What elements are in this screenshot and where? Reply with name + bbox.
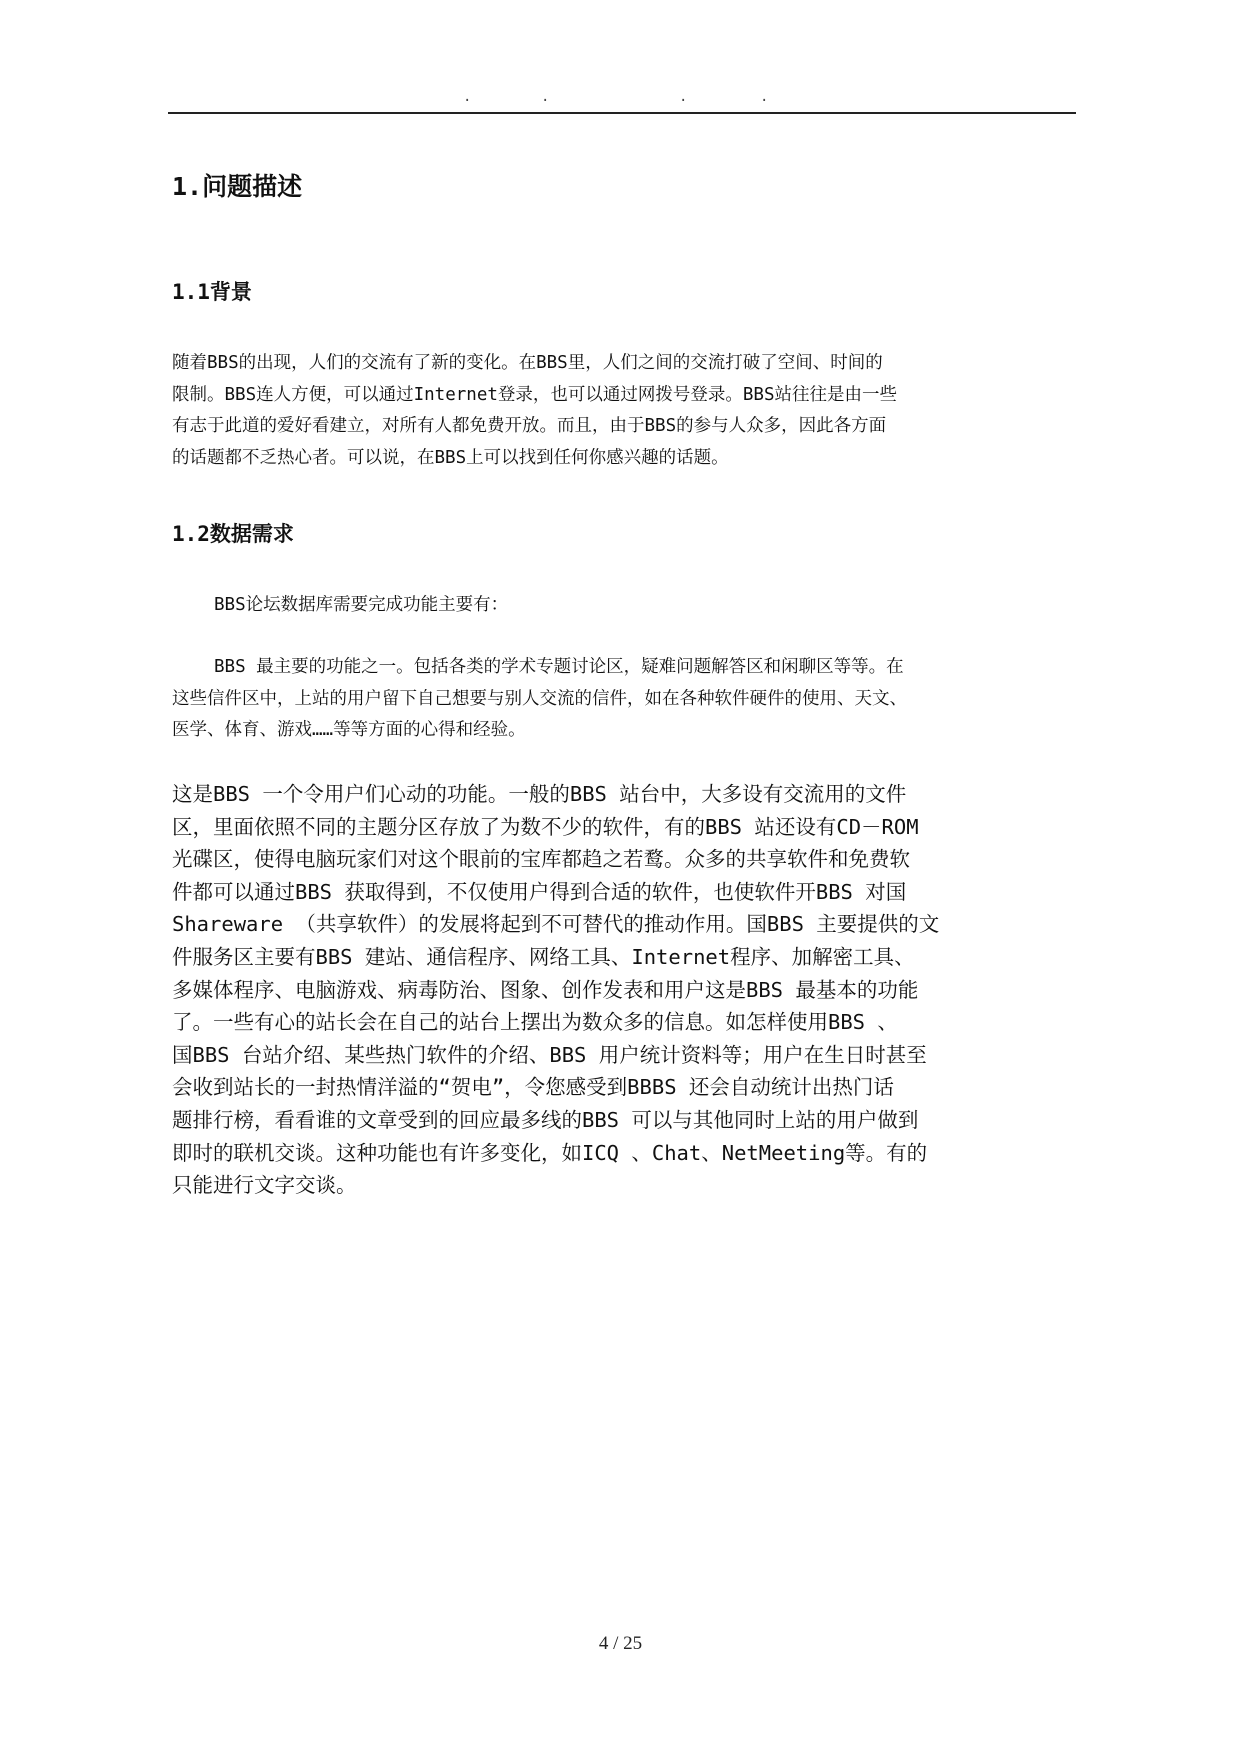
text-line: 件服务区主要有BBS 建站、通信程序、网络工具、Internet程序、加解密工具、 (172, 944, 915, 969)
text-line: 多媒体程序、电脑游戏、病毒防治、图象、创作发表和用户这是BBS 最基本的功能 (172, 977, 919, 1002)
text-line: 了。一些有心的站长会在自己的站台上摆出为数众多的信息。如怎样使用BBS 、 (172, 1010, 898, 1035)
text-line: 国BBS 台站介绍、某些热门软件的介绍、BBS 用户统计资料等；用户在生日时甚至 (172, 1042, 927, 1067)
data-paragraph-2 (172, 778, 1087, 1202)
text-line: 题排行榜，看看谁的文章受到的回应最多线的BBS 可以与其他同时上站的用户做到 (172, 1107, 919, 1132)
header-mark: . (679, 89, 688, 105)
text-line: Shareware （共享软件）的发展将起到不可替代的推动作用。国BBS 主要提供的文 (172, 912, 940, 937)
header-mark: . (463, 89, 472, 105)
header-mark: . (541, 89, 550, 105)
text-line: 的话题都不乏热心者。可以说，在BBS上可以找到任何你感兴趣的话题。 (172, 447, 729, 468)
text-line: 随着BBS的出现，人们的交流有了新的变化。在BBS里，人们之间的交流打破了空间、时间的 (172, 353, 883, 373)
text-line: 只能进行文字交谈。 (172, 1173, 357, 1198)
text-line: BBS 最主要的功能之一。包括各类的学术专题讨论区，疑难问题解答区和闲聊区等等。在 (214, 657, 904, 677)
background-paragraph (172, 348, 1072, 474)
chapter-heading: 1.问题描述 (172, 172, 303, 201)
data-paragraph-1 (172, 652, 1072, 747)
section-heading-background: 1.1背景 (172, 280, 252, 304)
text-line: 有志于此道的爱好看建立，对所有人都免费开放。而且，由于BBS的参与人众多，因此各方面 (172, 416, 887, 436)
text-line: 件都可以通过BBS 获取得到，不仅使用户得到合适的软件，也使软件开BBS 对国 (172, 879, 907, 904)
text-line: 会收到站长的一封热情洋溢的“贺电”，令您感受到BBBS 还会自动统计出热门话 (172, 1075, 894, 1100)
header-rule (168, 112, 1076, 114)
header-mark: . (760, 89, 769, 105)
text-line: 这是BBS 一个令用户们心动的功能。一般的BBS 站台中，大多设有交流用的文件 (172, 782, 907, 806)
data-intro: BBS论坛数据库需要完成功能主要有： (214, 595, 509, 615)
header-marks (0, 90, 1241, 110)
text-line: 限制。BBS连人方便，可以通过Internet登录，也可以通过网拨号登录。BBS站往往是由一些 (172, 384, 897, 405)
text-line: 区，里面依照不同的主题分区存放了为数不少的软件，有的BBS 站还设有CD－ROM (172, 814, 919, 839)
text-line: 光碟区，使得电脑玩家们对这个眼前的宝库都趋之若鹜。众多的共享软件和免费软 (172, 847, 910, 872)
text-line: 医学、体育、游戏……等等方面的心得和经验。 (172, 720, 526, 740)
page-number: 4 / 25 (598, 1633, 643, 1654)
section-heading-data: 1.2数据需求 (172, 522, 294, 546)
text-line: 这些信件区中，上站的用户留下自己想要与别人交流的信件，如在各种软件硬件的使用、天文、 (172, 688, 907, 709)
text-line: 即时的联机交谈。这种功能也有许多变化，如ICQ 、Chat、NetMeeting等。有的 (172, 1140, 928, 1165)
